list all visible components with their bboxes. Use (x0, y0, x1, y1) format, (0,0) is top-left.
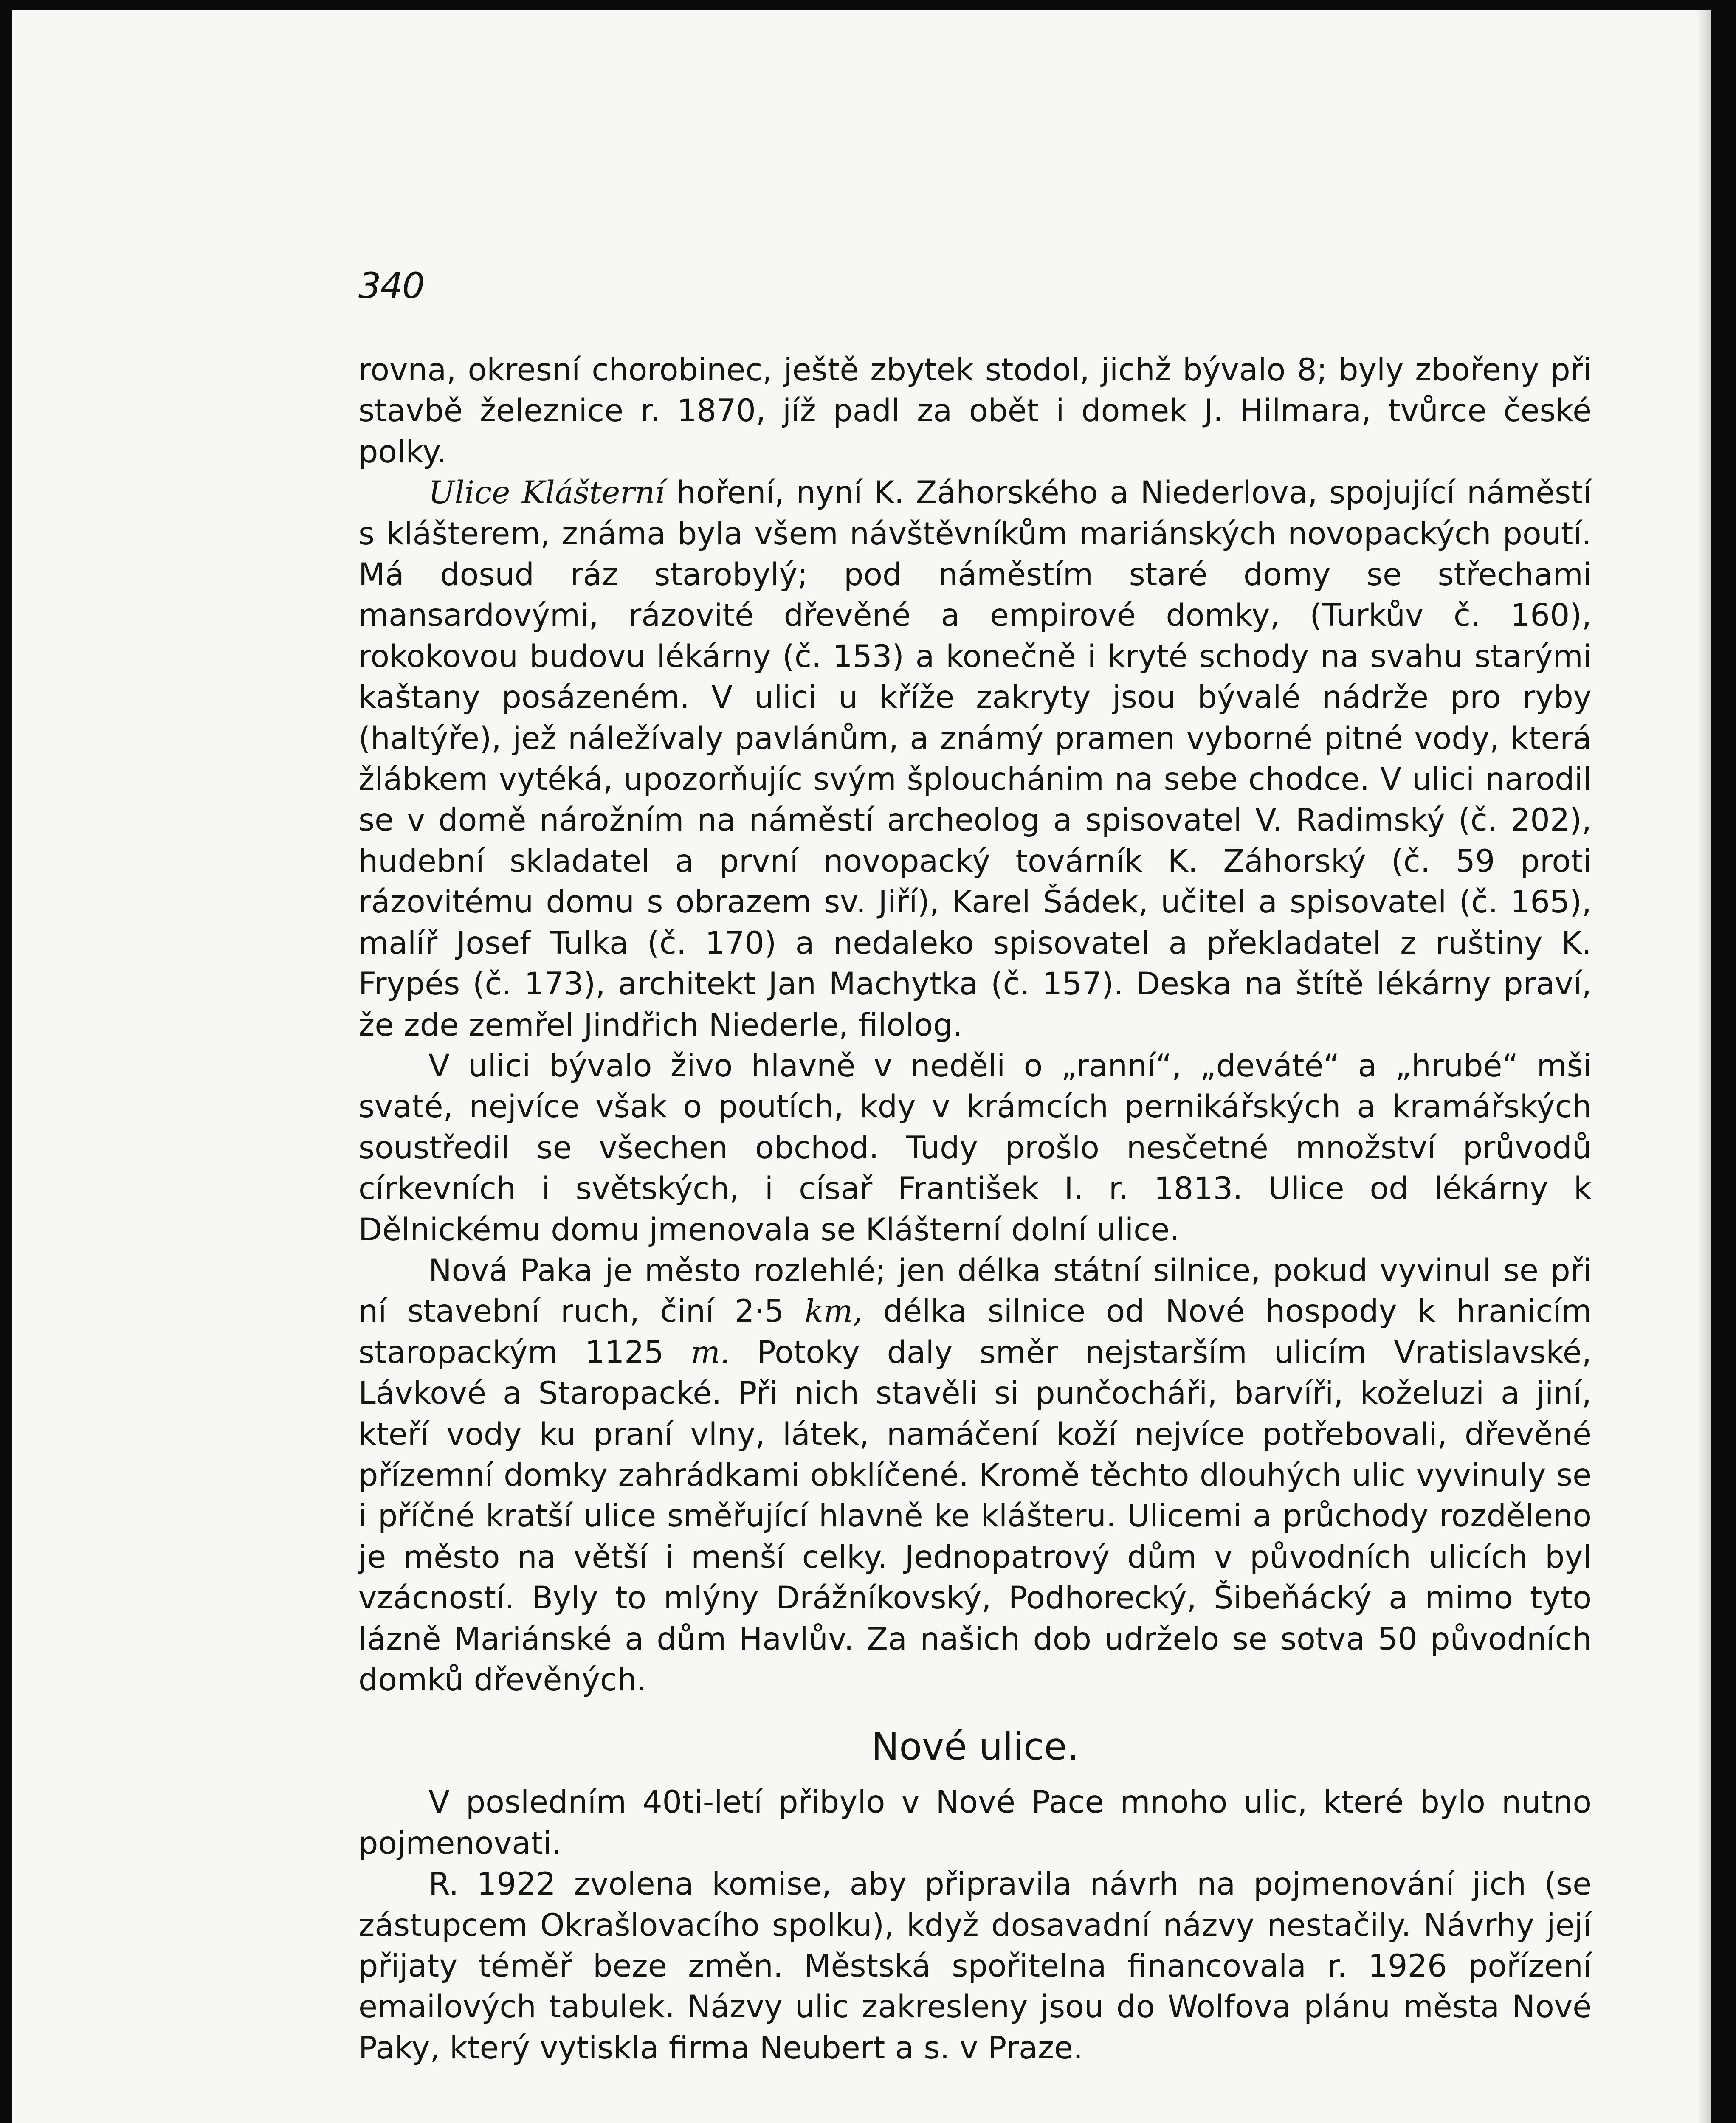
paragraph-6: R. 1922 zvolena komise, aby připravila návrh na pojmenování jich (se zástupcem Okrašlovacího spolku), když dosavadní názvy nestačily. Návrhy její přijaty téměř beze změn. Městská spořitelna financovala r. 1926 pořízení emailových tabulek. Názvy ulic zakresleny jsou do Wolfova plánu města Nové Paky, který vytiskla firma Neubert a s. v Praze. (358, 1866, 1592, 2066)
street-name-klasterni: Ulice Klášterní (428, 475, 665, 511)
section-heading: Nové ulice. (871, 1725, 1079, 1769)
unit-m: m. (690, 1334, 730, 1371)
paragraph-3: V ulici bývalo živo hlavně v neděli o „ranní“, „deváté“ a „hrubé“ mši svaté, nejvíce však o poutích, kdy v krámcích pernikářských a kramářských soustředil se všechen obchod. Tudy prošlo nesčetné množství průvodů církevních i světských, i císař František I. r. 1813. Ulice od lékárny k Dělnickému domu jmenovala se Klášterní dolní ulice. (358, 1047, 1592, 1248)
paragraph-5: V posledním 40ti-letí přibylo v Nové Pace mnoho ulic, které bylo nutno pojmenovati. (358, 1784, 1592, 1861)
page-edge-shadow (1696, 10, 1711, 2123)
body-text (358, 350, 1592, 2069)
paragraph-2-text: hoření, nyní K. Záhorského a Niederlova, spojující náměstí s klášterem, známa byla všem návštěvníkům mariánských novopackých poutí. Má dosud ráz starobylý; pod náměstím staré domy se střechami mansardovými, rázovité dřevěné a empirové domky, (Turkův č. 160), rokokovou budovu lékárny (č. 153) a konečně i kryté schody na svahu starými kaštany posázeném. V ulici u kříže zakryty jsou bývalé nádrže pro ryby (haltýře), jež náležívaly pavlánům, a známý pramen vyborné pitné vody, která žlábkem vytéká, upozorňujíc svým šplouchánim na sebe chodce. V ulici narodil se v domě nárožním na náměstí archeolog a spisovatel V. Radimský (č. 202), hudební skladatel a první novopacký továrník K. Záhorský (č. 59 proti rázovitému domu s obrazem sv. Jiří), Karel Šádek, učitel a spisovatel (č. 165), malíř Josef Tulka (č. 170) a nedaleko spisovatel a překladatel z ruštiny K. Frypés (č. 173), architekt Jan Machytka (č. 157). Deska na štítě lékárny praví, že zde zemřel Jindřich Niederle, filolog. (358, 475, 1592, 1043)
paragraph-4 (358, 1250, 1592, 1701)
page-number: 340 (358, 265, 424, 307)
paragraph-2 (358, 473, 1592, 1046)
paragraph-4-part-b: délka silnice od Nové hospody k hranicím staropackým 1125 (358, 1293, 1592, 1371)
book-page (12, 10, 1711, 2123)
paragraph-1: rovna, okresní chorobinec, ještě zbytek stodol, jichž bývalo 8; byly zbořeny při stavbě železnice r. 1870, jíž padl za obět i domek J. Hilmara, tvůrce české polky. (358, 352, 1592, 470)
paragraph-4-part-a: Nová Paka je město rozlehlé; jen délka státní silnice, pokud vyvinul se při ní stavební ruch, činí 2·5 (358, 1252, 1592, 1330)
unit-km: km, (804, 1293, 863, 1330)
paragraph-4-part-c: Potoky daly směr nejstarším ulicím Vratislavské, Lávkové a Staropacké. Při nich stavěli si punčocháři, barvíři, koželuzi a jiní, kteří vody ku praní vlny, látek, namáčení koží nejvíce potřebovali, dřevěné přízemní domky zahrádkami obklíčené. Kromě těchto dlouhých ulic vyvinuly se i příčné kratší ulice směřující hlavně ke klášteru. Ulicemi a průchody rozděleno je město na větší i menší celky. Jednopatrový dům v původních ulicích byl vzácností. Byly to mlýny Drážníkovský, Podhorecký, Šibeňácký a mimo tyto lázně Mariánské a dům Havlův. Za našich dob udrželo se sotva 50 původních domků dřevěných. (358, 1334, 1592, 1698)
